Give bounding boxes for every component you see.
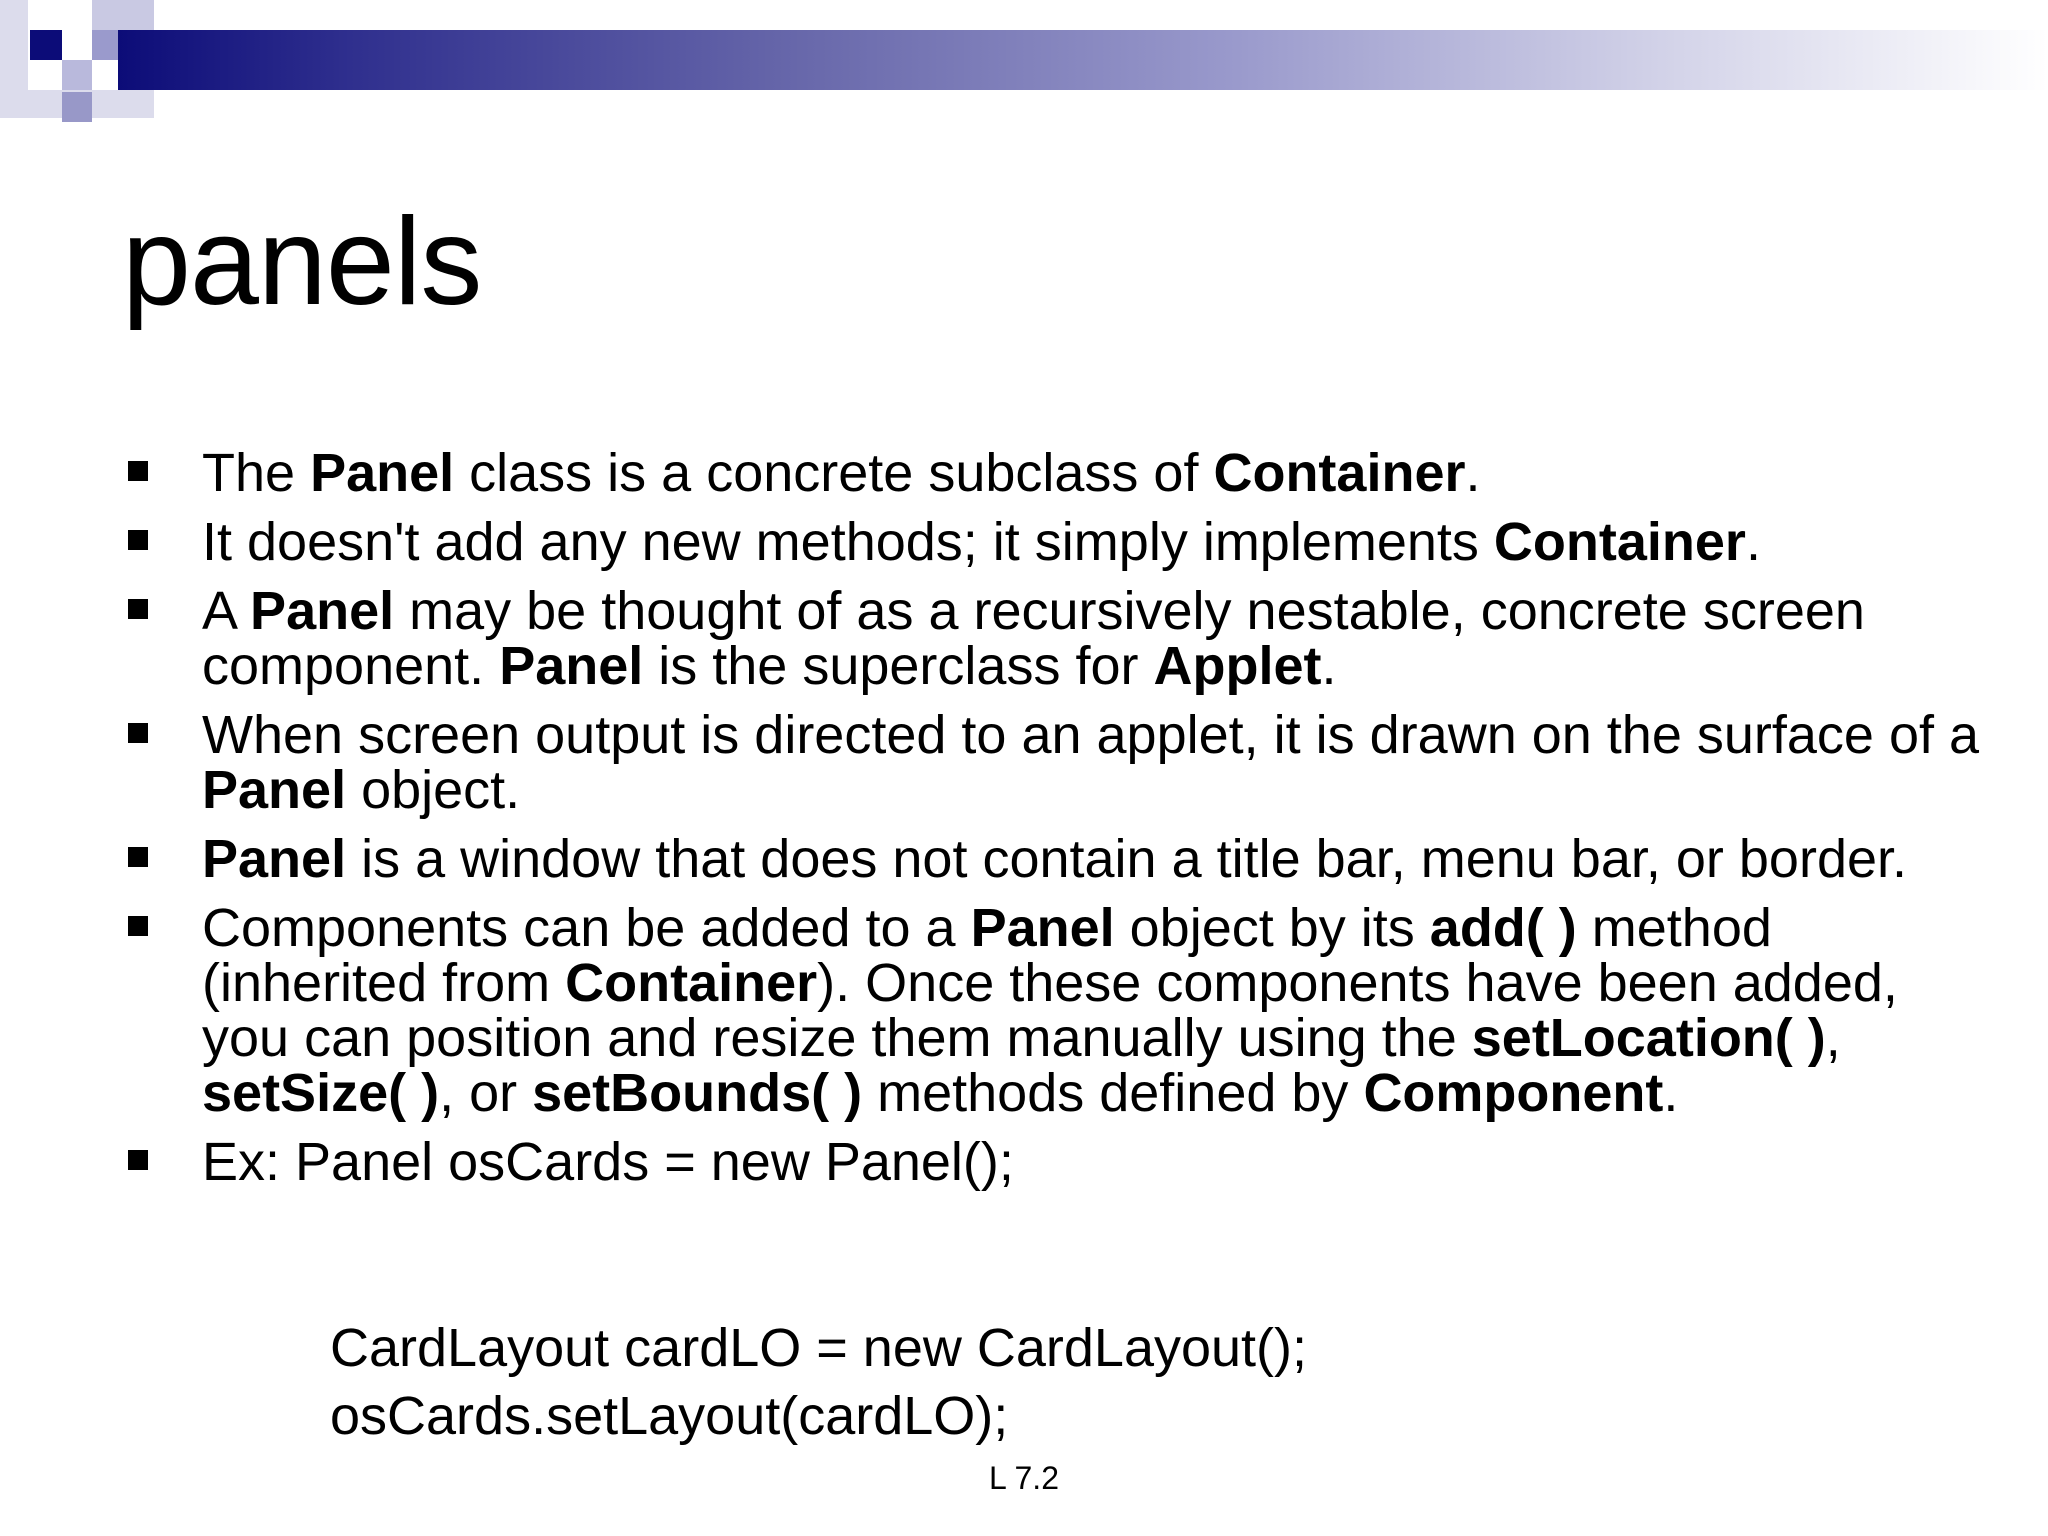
text-run: object by its [1114,898,1430,958]
bold-term: Panel [499,636,644,696]
text-run: Components can be added to a [202,898,971,958]
bold-term: Panel [202,760,347,820]
bold-term: setLocation( ) [1471,1008,1826,1068]
square-bullet-icon [128,599,148,619]
code-line: CardLayout cardLO = new CardLayout(); [330,1318,1308,1378]
text-run: When screen output is directed to an applet, it is drawn on the surface of a [202,705,1980,765]
text-run: , or [439,1063,533,1123]
text-run: is a window that does not contain a title bar, menu bar, or border. [346,829,1908,889]
bold-term: Component [1363,1063,1664,1123]
slide-number: L 7.2 [989,1460,1059,1496]
corner-square [62,92,92,122]
corner-square [62,60,92,90]
text-run: object. [346,760,521,820]
text-run: . [1465,443,1481,503]
bold-term: Panel [202,829,347,889]
text-run: A [202,581,251,641]
bullet-item [124,829,1984,889]
bullet-item [124,705,1984,820]
text-run: methods defined by [862,1063,1364,1123]
square-bullet-icon [128,1150,148,1170]
text-run: class is a concrete subclass of [454,443,1214,503]
bold-term: Container [1493,512,1746,572]
bullet-item [124,443,1984,503]
bold-term: Applet [1153,636,1322,696]
text-run: The [202,443,311,503]
text-run: . [1663,1063,1679,1123]
square-bullet-icon [128,847,148,867]
code-line: osCards.setLayout(cardLO); [330,1386,1009,1446]
bold-term: add( ) [1429,898,1577,958]
bullet-list [124,443,1984,1204]
bullet-item [124,581,1984,696]
bold-term: Panel [970,898,1115,958]
bullet-text [202,705,1979,820]
text-run: is the superclass for [643,636,1154,696]
text-run: may be thought of as a recursively nestable, concrete screen component. [202,581,1865,696]
bullet-item [124,1132,1984,1192]
bullet-text [202,581,1865,696]
corner-square [92,30,118,60]
text-run: . [1745,512,1761,572]
bullet-text [202,1132,1014,1192]
header-gradient-bar [118,30,2048,90]
corner-square [30,30,62,60]
bold-term: Container [565,953,818,1013]
bold-term: Panel [310,443,455,503]
square-bullet-icon [128,530,148,550]
text-run: ). Once these components have been added, you can position and resize them manually using the [202,953,1898,1068]
square-bullet-icon [128,723,148,743]
bullet-item [124,898,1984,1123]
square-bullet-icon [128,461,148,481]
bold-term: setSize( ) [202,1063,440,1123]
bullet-text [202,512,1761,572]
bold-term: Container [1213,443,1466,503]
text-run: method (inherited from [202,898,1772,1013]
bold-term: setBounds( ) [532,1063,863,1123]
corner-square [92,0,154,30]
text-run: , [1825,1008,1841,1068]
text-run: . [1321,636,1337,696]
bold-term: Panel [250,581,395,641]
text-run: Ex: Panel osCards = new Panel(); [202,1132,1014,1192]
bullet-text [202,829,1907,889]
bullet-text [202,443,1481,503]
slide-title: panels [122,193,482,331]
bullet-item [124,512,1984,572]
text-run: It doesn't add any new methods; it simply implements [202,512,1494,572]
square-bullet-icon [128,916,148,936]
bullet-text [202,898,1898,1123]
